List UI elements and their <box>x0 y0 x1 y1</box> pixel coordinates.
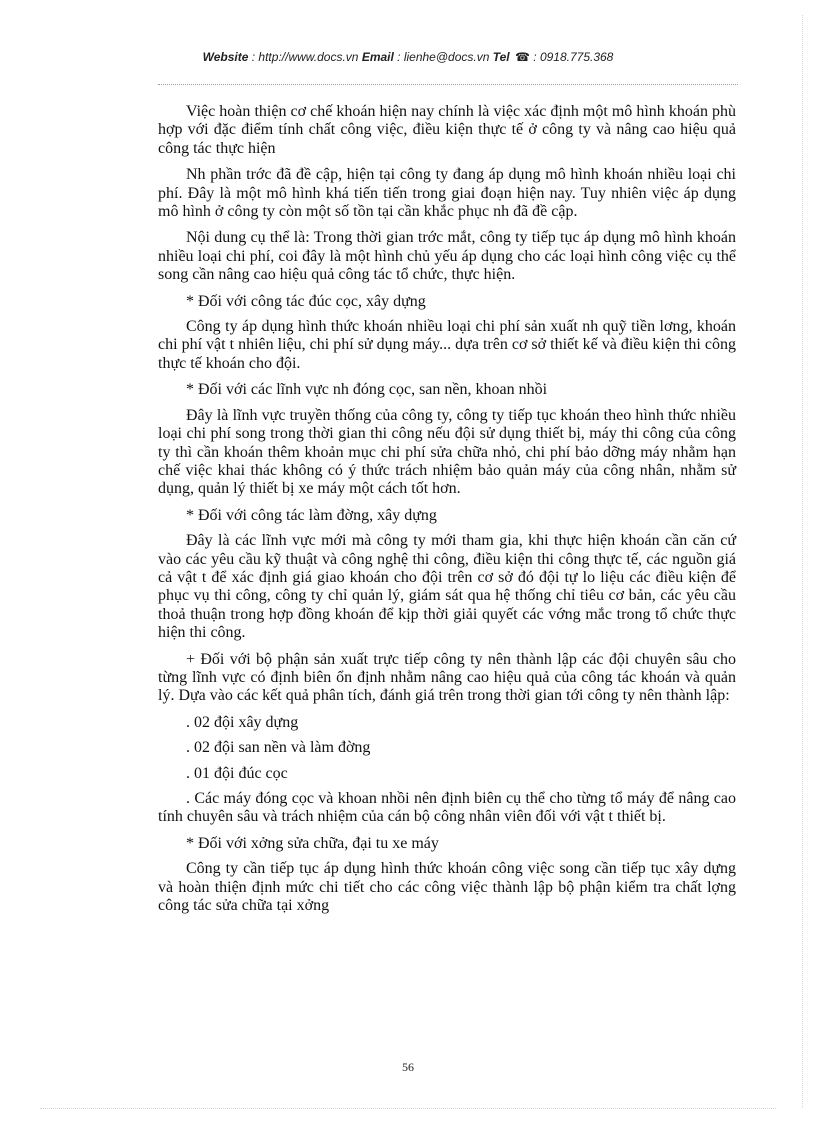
body-paragraph: + Đối với bộ phận sản xuất trực tiếp công ty nên thành lập các đội chuyên sâu cho từng lĩnh vực có định biên ổn định nhằm nâng cao hiệu quả của công tác khoán và quản lý. Dựa vào các kết quả phân tích, đánh giá trên trong thời gian tới công ty nên thành lập: <box>158 650 736 705</box>
website-value: : http://www.docs.vn <box>248 50 362 64</box>
page-right-border <box>802 15 803 1108</box>
list-item: . Các máy đóng cọc và khoan nhồi nên định biên cụ thể cho từng tổ máy để nâng cao tính chuyên sâu và trách nhiệm của cán bộ công nhân viên đối với vật t thiết bị. <box>158 790 736 826</box>
body-paragraph: Nội dung cụ thể là: Trong thời gian trớc mắt, công ty tiếp tục áp dụng mô hình khoán nhiều loại chi phí, coi đây là một hình chủ yếu áp dụng cho các loại hình công việc cụ thể song cần nâng cao hiệu quả công tác tổ chức, thực hiện. <box>158 229 736 284</box>
body-paragraph: Việc hoàn thiện cơ chế khoán hiện nay chính là việc xác định một mô hình khoán phù hợp với đặc điểm tính chất công việc, điều kiện thực tế ở công ty và nâng cao hiệu quả công tác thực hiện <box>158 103 736 157</box>
page-bottom-border <box>40 1108 776 1109</box>
tel-label: Tel <box>492 50 510 64</box>
body-paragraph: Công ty cần tiếp tục áp dụng hình thức khoán công việc song cần tiếp tục xây dựng và hoàn thiện định mức chi tiết cho các công việc thành lập bộ phận kiểm tra chất lợng công tác sửa chữa tại xởng <box>158 860 736 915</box>
email-value: : lienhe@docs.vn <box>393 50 493 64</box>
list-item: . 01 đội đúc cọc <box>186 764 288 782</box>
page-header <box>0 50 816 64</box>
section-heading: * Đối với công tác làm đờng, xây dựng <box>186 506 437 524</box>
document-body <box>158 103 736 923</box>
body-paragraph: Đây là lĩnh vực truyền thống của công ty, công ty tiếp tục khoán theo hình thức nhiều loại chi phí song trong thời gian thi công nếu đội sử dụng thiết bị, máy thi công của công ty thì cần khoán thêm khoản mục chi phí sửa chữa nhỏ, chi phí bảo dỡng máy nhằm hạn chế việc khai thác không có ý thức trách nhiệm bảo quản máy của công nhân, nhằm sử dụng, quản lý thiết bị xe máy một cách tốt hơn. <box>158 406 736 498</box>
section-heading: * Đối với công tác đúc cọc, xây dựng <box>186 292 426 310</box>
page-number: 56 <box>402 1060 414 1074</box>
section-heading: * Đối với các lĩnh vực nh đóng cọc, san nền, khoan nhồi <box>186 381 548 399</box>
section-heading: * Đối với xởng sửa chữa, đại tu xe máy <box>186 834 439 852</box>
header-divider <box>158 84 738 85</box>
body-paragraph: Đây là các lĩnh vực mới mà công ty mới tham gia, khi thực hiện khoán cần căn cứ vào các yêu cầu kỹ thuật và công nghệ thi công, điều kiện thi công thực tế, các nguồn giá cả vật t để xác định giá giao khoán cho đội trên cơ sở đó đội tự lo liệu các điều kiện để phục vụ thi công, công ty chỉ quản lý, giám sát qua hệ thống chỉ tiêu cơ bản, các yêu cầu thoả thuận trong hợp đồng khoán để kịp thời giải quyết các vớng mắc trong tổ chức thực hiện thi công. <box>158 532 736 642</box>
list-item: . 02 đội san nền và làm đờng <box>186 739 371 757</box>
tel-value: : 0918.775.368 <box>529 50 614 64</box>
email-label: Email <box>361 50 394 64</box>
website-label: Website <box>202 50 249 64</box>
telephone-icon: ☎ <box>514 50 530 64</box>
body-paragraph: Nh phần trớc đã đề cập, hiện tại công ty đang áp dụng mô hình khoán nhiều loại chi phí. Đây là một mô hình khá tiến tiến trong giai đoạn hiện nay. Tuy nhiên việc áp dụng mô hình ở công ty còn một số tồn tại cần khắc phục nh đã đề cập. <box>158 166 736 221</box>
body-paragraph: Công ty áp dụng hình thức khoán nhiều loại chi phí sản xuất nh quỹ tiền lơng, khoán chi phí vật t nhiên liệu, chi phí sử dụng máy... dựa trên cơ sở thiết kế và điều kiện thi công thực tế khoán cho đội. <box>158 318 736 372</box>
list-item: . 02 đội xây dựng <box>186 713 299 731</box>
